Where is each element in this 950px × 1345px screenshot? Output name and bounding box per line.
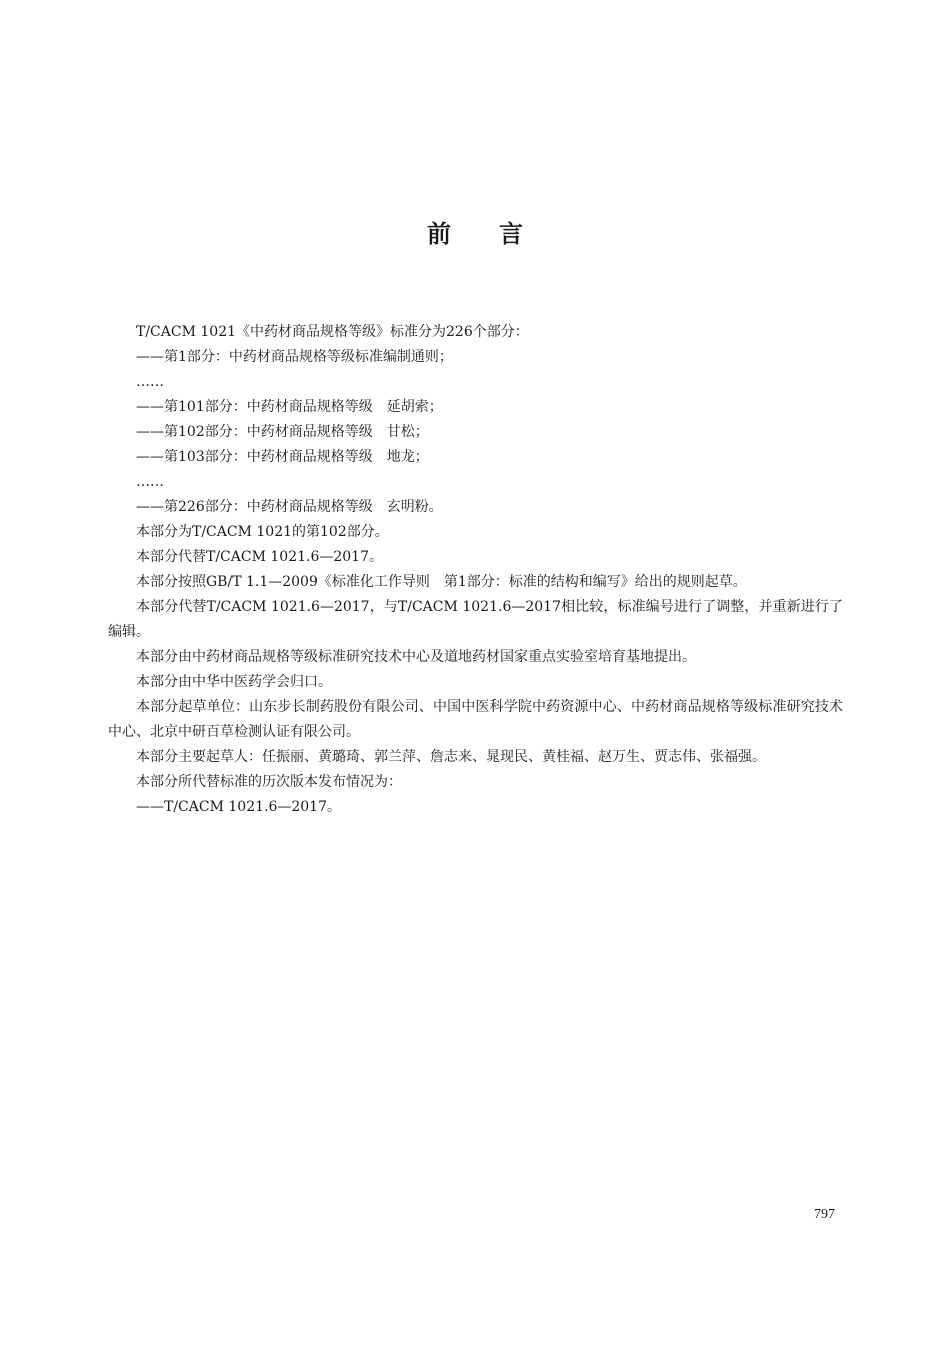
- paragraph-this-part: 本部分为T/CACM 1021的第102部分。: [136, 524, 389, 540]
- paragraph-ellipsis-2: ……: [136, 474, 164, 490]
- paragraph-replaces: 本部分代替T/CACM 1021.6—2017。: [136, 549, 383, 565]
- paragraph-history-intro: 本部分所代替标准的历次版本发布情况为：: [136, 774, 402, 790]
- page-title: [0, 218, 950, 250]
- paragraph-parts-intro: T/CACM 1021《中药材商品规格等级》标准分为226个部分：: [136, 324, 529, 340]
- paragraph-part-226: ——第226部分：中药材商品规格等级 玄明粉。: [136, 499, 443, 515]
- paragraph-part-103: ——第103部分：中药材商品规格等级 地龙；: [136, 449, 429, 465]
- paragraph-drafting-units: 本部分起草单位：山东步长制药股份有限公司、中国中医科学院中药资源中心、中药材商品规格等级标准研究技术中心、北京中研百草检测认证有限公司。: [108, 699, 843, 740]
- paragraph-ellipsis-1: ……: [136, 374, 164, 390]
- paragraph-centralized: 本部分由中华中医药学会归口。: [136, 674, 332, 690]
- paragraph-history-item: ——T/CACM 1021.6—2017。: [136, 799, 341, 815]
- paragraph-part-102: ——第102部分：中药材商品规格等级 甘松；: [136, 424, 429, 440]
- page-title-char-2: 言: [499, 220, 523, 248]
- paragraph-part-101: ——第101部分：中药材商品规格等级 延胡索；: [136, 399, 443, 415]
- page-title-char-1: 前: [427, 220, 451, 248]
- foreword-body: [108, 320, 843, 820]
- page-number: 797: [814, 1207, 835, 1222]
- paragraph-drafting-rules: 本部分按照GB/T 1.1—2009《标准化工作导则 第1部分：标准的结构和编写》给出的规则起草。: [136, 574, 747, 590]
- paragraph-part-1: ——第1部分：中药材商品规格等级标准编制通则；: [136, 349, 453, 365]
- paragraph-drafters: 本部分主要起草人：任振丽、黄璐琦、郭兰萍、詹志来、晁现民、黄桂福、赵万生、贾志伟、张福强。: [136, 749, 766, 765]
- paragraph-changes: 本部分代替T/CACM 1021.6—2017，与T/CACM 1021.6—2017相比较，标准编号进行了调整，并重新进行了编辑。: [108, 599, 843, 640]
- paragraph-proposer: 本部分由中药材商品规格等级标准研究技术中心及道地药材国家重点实验室培育基地提出。: [136, 649, 696, 665]
